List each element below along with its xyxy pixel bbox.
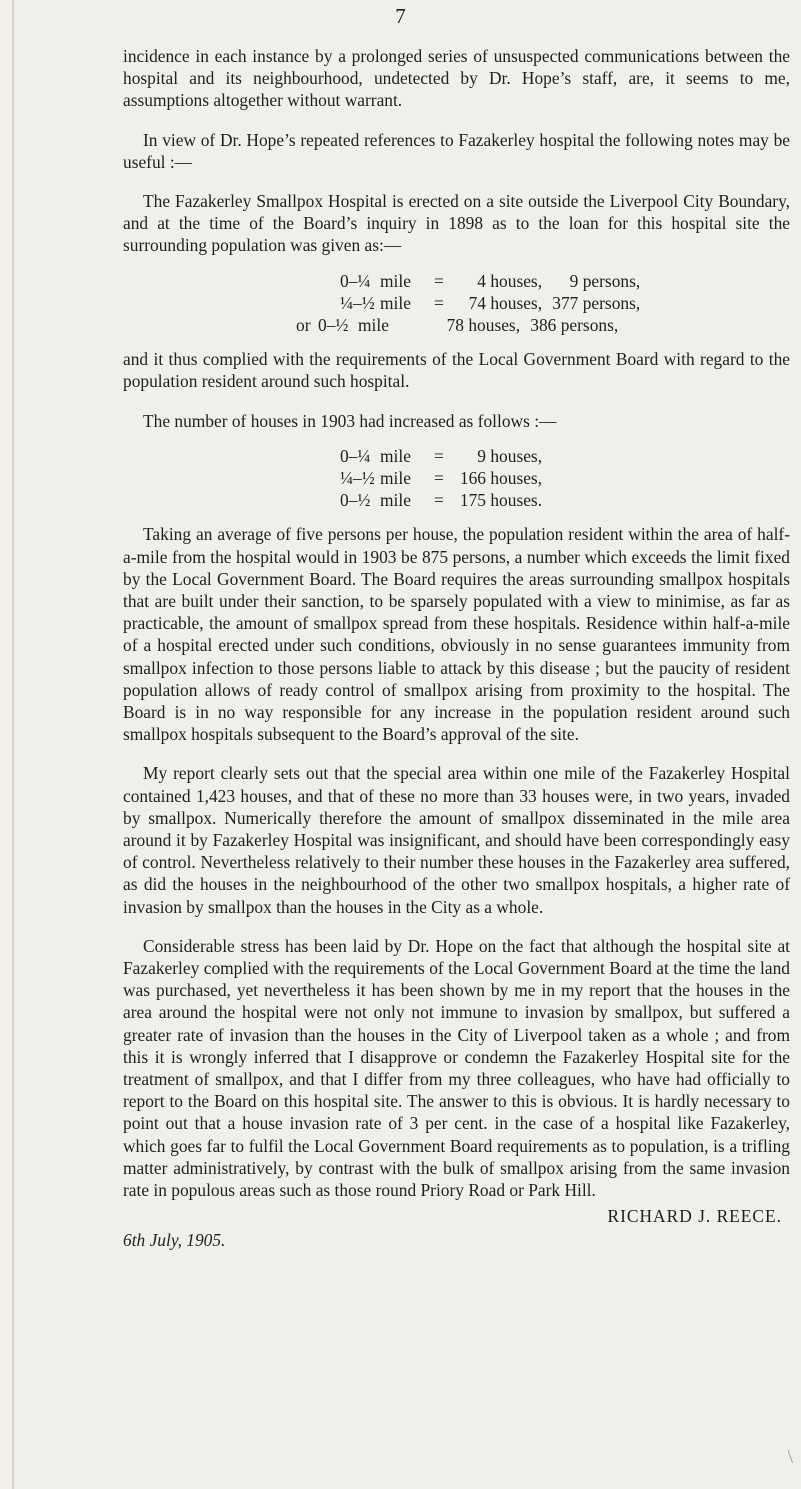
table-row: or 0–½ mile 78 houses, 386 persons,	[296, 315, 619, 335]
table-row: 0–¼ mile = 9 houses,	[340, 445, 543, 466]
table-row: ¼–½ mile = 74 houses, 377 persons,	[340, 292, 641, 313]
paragraph-6: Taking an average of five persons per house, the population resident within the area of half-a-mile from the hospital would in 1903 be 875 persons, a number which exceeds the limit fixed by the Local Government Board. The Board requires the areas surrounding smallpox hospitals that are built under their sanction, to be sparsely populated with a view to minimise, as far as practicable, the amount of smallpox spread from these hospitals. Residence within half-a-mile of a hospital erected under such conditions, obviously in no sense guarantees immunity from smallpox infection to those persons liable to attack by this disease ; but the paucity of resident population allows of ready control of smallpox arising from proximity to the hospital. The Board is in no way responsible for any increase in the population resident around such smallpox hospitals subsequent to the Board’s approval of the site.	[123, 524, 790, 745]
paragraph-5: The number of houses in 1903 had increased as follows :—	[143, 410, 557, 431]
document-body	[123, 45, 790, 1252]
page-edge-shadow	[12, 0, 14, 1489]
paragraph-4: and it thus complied with the requirements of the Local Government Board with regard to the population resident around such hospital.	[123, 349, 790, 392]
table-row: 0–¼ mile = 4 houses, 9 persons,	[340, 270, 641, 291]
population-table-1898	[296, 270, 790, 337]
page-number: 7	[395, 4, 406, 28]
paragraph-3: The Fazakerley Smallpox Hospital is erected on a site outside the Liverpool City Boundary, and at the time of the Board’s inquiry in 1898 as to the loan for this hospital site the surrounding population was given as:—	[123, 191, 790, 256]
date-line: 6th July, 1905.	[123, 1230, 226, 1251]
paragraph-7: My report clearly sets out that the special area within one mile of the Fazakerley Hospital contained 1,423 houses, and that of these no more than 33 houses were, in two years, invaded by smallpox. Numerically therefore the amount of smallpox disseminated in the mile area around it by Fazakerley Hospital was insignificant, and should have been correspondingly easy of control. Nevertheless relatively to their number these houses in the Fazakerley area suffered, as did the houses in the neighbourhood of the other two smallpox hospitals, a higher rate of invasion by smallpox than the houses in the City as a whole.	[123, 763, 790, 917]
paragraph-2: In view of Dr. Hope’s repeated references to Fazakerley hospital the following notes may be useful :—	[123, 129, 790, 172]
paragraph-8: Considerable stress has been laid by Dr. Hope on the fact that although the hospital site at Fazakerley complied with the requirements of the Local Government Board at the time the land was purchased, yet nevertheless it has been shown by me in my report that the houses in the area around the hospital were not only not immune to invasion by smallpox, but suffered a greater rate of invasion than the houses in the City of Liverpool taken as a whole ; and from this it is wrongly inferred that I disapprove or condemn the Fazakerley Hospital site for the treatment of smallpox, and that I differ from my three colleagues, who have had officially to report to the Board on this hospital site. The answer to this is obvious. It is hardly necessary to point out that a house invasion rate of 3 per cent. in the case of a hospital like Fazakerley, which goes far to fulfil the Local Government Board requirements as to population, is a trifling matter administratively, by contrast with the bulk of smallpox arising from the same invasion rate in populous areas such as those round Priory Road or Park Hill.	[123, 935, 790, 1201]
table-row: 0–½ mile = 175 houses.	[340, 490, 543, 511]
signature: RICHARD J. REECE.	[607, 1206, 782, 1227]
corner-mark: \	[787, 1446, 793, 1468]
paragraph-1: incidence in each instance by a prolonged series of unsuspected communications between the hospital and its neighbourhood, undetected by Dr. Hope’s staff, are, it seems to me, assumptions altogether without warrant.	[123, 46, 790, 111]
table-row: ¼–½ mile = 166 houses,	[340, 467, 543, 488]
houses-table-1903	[318, 445, 790, 512]
